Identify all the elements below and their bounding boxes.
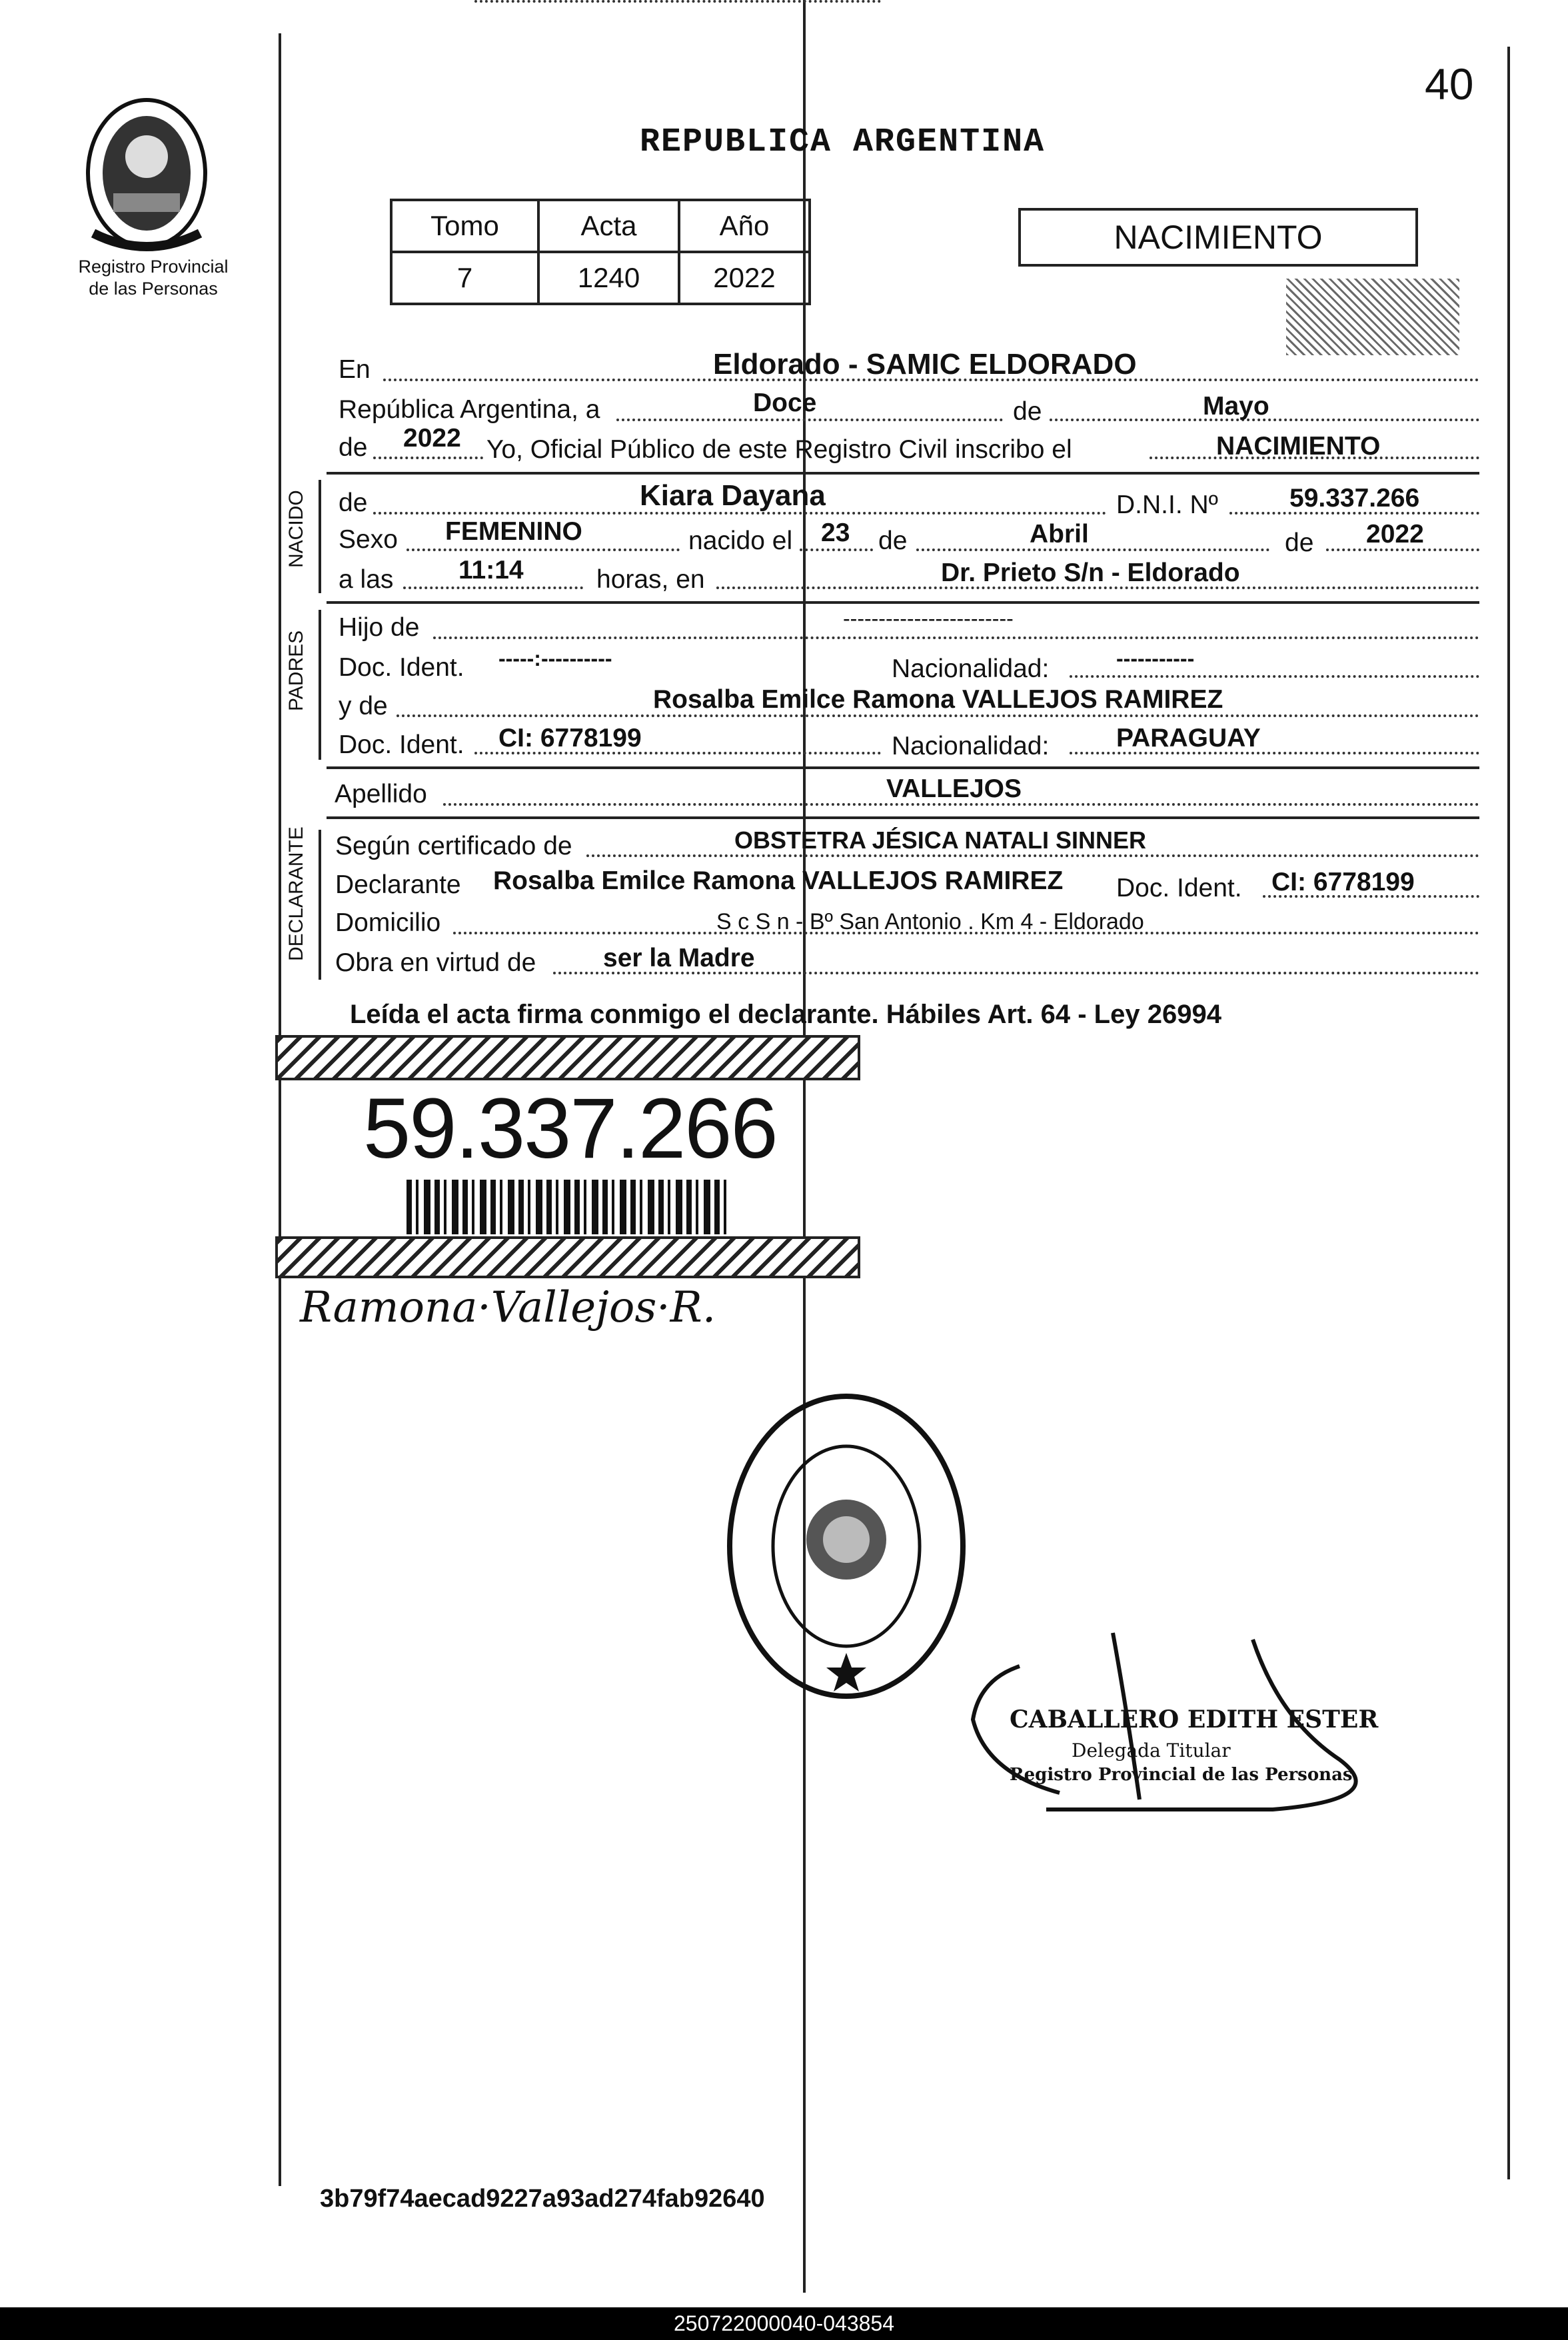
en-value: Eldorado - SAMIC ELDORADO [713, 348, 1137, 381]
de2-label: de [339, 433, 368, 462]
table-header-acta: Acta [538, 200, 679, 252]
obra-value: ser la Madre [603, 944, 755, 972]
misiones-shield-icon [80, 93, 213, 253]
dia-nac-dots [800, 549, 873, 551]
anio-nac-dots [1326, 549, 1479, 551]
acto-value: NACIMIENTO [1216, 432, 1381, 461]
page-number: 40 [1425, 59, 1474, 109]
padre-doc: -----:---------- [498, 646, 612, 670]
nacido-dia: 23 [821, 519, 850, 547]
republica-label: República Argentina, a [339, 395, 600, 424]
nacido-top-rule [327, 472, 1479, 475]
anio-dots [373, 457, 483, 459]
nacido-hora: 11:14 [458, 556, 524, 585]
horas-en-label: horas, en [596, 565, 705, 594]
padre-nombre: ------------------------ [843, 606, 1014, 630]
obra-label: Obra en virtud de [335, 948, 536, 977]
nacido-el-label: nacido el [688, 527, 793, 555]
cert-dots [586, 854, 1479, 857]
registry-stamp-icon [723, 1390, 970, 1703]
table-value-anio: 2022 [679, 252, 810, 304]
de-label: de [1013, 397, 1042, 426]
nacido-de-mes-label: de [878, 527, 908, 555]
province-logo [80, 93, 213, 253]
apellido-bottom-rule [327, 816, 1479, 819]
apellido-label: Apellido [335, 780, 427, 808]
nacido-sexo: FEMENINO [445, 517, 582, 546]
nacido-lugar: Dr. Prieto S/n - Eldorado [941, 559, 1240, 587]
dia-dots [616, 419, 1003, 421]
padres-bracket [319, 610, 321, 760]
registry-table [390, 199, 811, 305]
sexo-dots [406, 549, 680, 551]
madre-doc: CI: 6778199 [498, 724, 642, 752]
nacido-mes: Abril [1030, 520, 1089, 549]
padre-nac-label: Nacionalidad: [892, 654, 1050, 683]
decl-label: Declarante [335, 870, 461, 899]
logo-caption-2: de las Personas [89, 279, 218, 299]
document-type-box: NACIMIENTO [1018, 208, 1418, 267]
table-header-tomo: Tomo [391, 200, 538, 252]
madre-dots [396, 714, 1479, 717]
nacido-nombre: Kiara Dayana [640, 479, 826, 512]
cert-value: OBSTETRA JÉSICA NATALI SINNER [734, 826, 1147, 854]
closing-text: Leída el acta firma conmigo el declarante. Hábiles Art. 64 - Ley 26994 [350, 1000, 1221, 1029]
apellido-value: VALLEJOS [886, 774, 1022, 803]
madre-doc-label: Doc. Ident. [339, 730, 464, 759]
nacido-de-label: de [339, 489, 368, 517]
apellido-dots [443, 803, 1479, 806]
cert-label: Según certificado de [335, 832, 572, 860]
fold-line [803, 0, 806, 2293]
decl-value: Rosalba Emilce Ramona VALLEJOS RAMIREZ [493, 866, 1064, 895]
document-hash: 3b79f74aecad9227a93ad274fab92640 [320, 2185, 765, 2213]
declarant-signature: Ramona·Vallejos·R. [300, 1283, 716, 1332]
nacido-anio: 2022 [1366, 520, 1424, 549]
logo-caption-1: Registro Provincial [78, 257, 229, 277]
registry-stamp [723, 1390, 970, 1703]
dni-large-number: 59.337.266 [363, 1081, 777, 1176]
padres-section-label: PADRES [285, 630, 307, 711]
en-label: En [339, 355, 371, 384]
footer-code: 250722000040-043854 [674, 2311, 894, 2335]
madre-nacionalidad: PARAGUAY [1116, 724, 1261, 752]
footer-bar [0, 2307, 1568, 2340]
a-las-label: a las [339, 565, 394, 594]
padre-nacionalidad: ----------- [1116, 646, 1195, 670]
hijo-de-label: Hijo de [339, 613, 420, 642]
dia-value: Doce [753, 389, 817, 417]
madre-nombre: Rosalba Emilce Ramona VALLEJOS RAMIREZ [653, 685, 1223, 714]
padre-dots [433, 636, 1479, 639]
right-margin-line [1507, 47, 1510, 2179]
official-name: CABALLERO EDITH ESTER [1010, 1706, 1379, 1734]
sexo-label: Sexo [339, 525, 398, 554]
nacido-section-label: NACIDO [285, 490, 307, 568]
nacido-dni: 59.337.266 [1289, 484, 1420, 513]
security-seal-icon [1286, 279, 1459, 355]
nacido-de-anio-label: de [1285, 529, 1314, 557]
oficial-text: Yo, Oficial Público de este Registro Civil inscribo el [486, 435, 1072, 464]
padres-bottom-rule [327, 766, 1479, 769]
decl-doc-value: CI: 6778199 [1271, 868, 1415, 896]
left-margin-line [279, 33, 281, 2186]
dom-value: S c S n - Bº San Antonio . Km 4 - Eldorado [716, 909, 1144, 934]
mes-value: Mayo [1203, 392, 1269, 421]
dni-label: D.N.I. Nº [1116, 491, 1218, 519]
declarante-bracket [319, 830, 321, 980]
y-de-label: y de [339, 692, 388, 720]
table-value-acta: 1240 [538, 252, 679, 304]
table-header-anio: Año [679, 200, 810, 252]
dni-band-bottom [275, 1236, 860, 1278]
nacido-bottom-rule [327, 601, 1479, 604]
official-org: Registro Provincial de las Personas [1010, 1765, 1353, 1785]
nacido-bracket [319, 480, 321, 593]
dom-label: Domicilio [335, 908, 441, 937]
table-value-tomo: 7 [391, 252, 538, 304]
madre-nac-label: Nacionalidad: [892, 732, 1050, 760]
padre-doc-label: Doc. Ident. [339, 653, 464, 682]
anio-value: 2022 [403, 424, 461, 453]
padre-nac-dots [1070, 675, 1479, 678]
dni-band-top [275, 1035, 860, 1080]
nombre-dots [373, 512, 1106, 515]
hora-dots [403, 586, 583, 589]
mes-nac-dots [916, 549, 1269, 551]
document-title: REPUBLICA ARGENTINA [640, 123, 1046, 161]
barcode-icon [406, 1180, 730, 1234]
declarante-section-label: DECLARANTE [285, 826, 307, 961]
official-role: Delegada Titular [1072, 1740, 1231, 1761]
decl-doc-label: Doc. Ident. [1116, 874, 1242, 902]
padre-doc-dots [474, 0, 881, 3]
